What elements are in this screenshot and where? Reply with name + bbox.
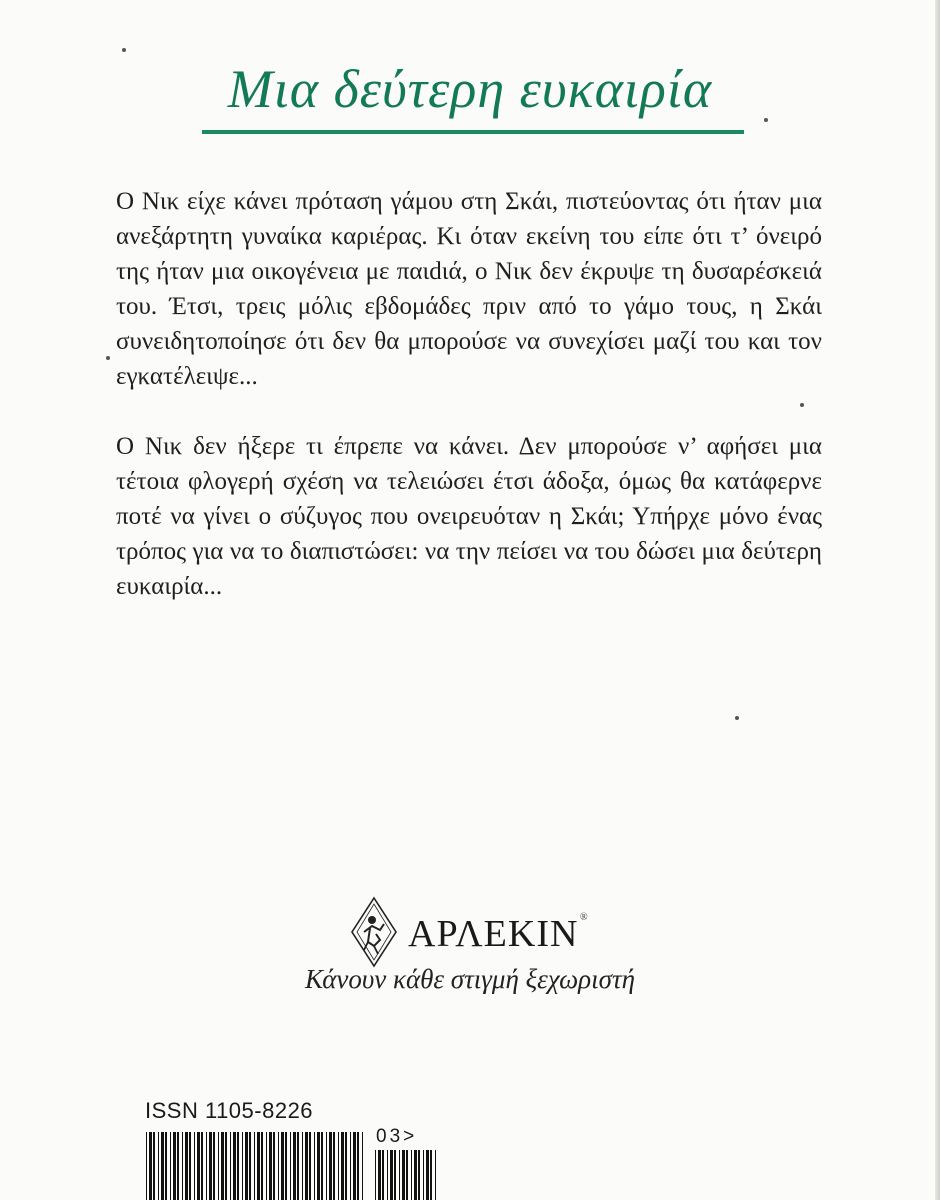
barcode-bar xyxy=(387,1150,388,1200)
barcode-bar xyxy=(402,1150,405,1200)
issue-code xyxy=(376,1126,417,1148)
book-title: Μια δεύτερη ευκαιρία xyxy=(227,59,713,119)
barcode-bar xyxy=(173,1132,176,1200)
barcode-bar xyxy=(245,1132,248,1200)
barcode-bar xyxy=(165,1132,167,1200)
barcode-bar xyxy=(158,1132,159,1200)
barcode-bar xyxy=(149,1132,152,1200)
barcode-bar xyxy=(269,1132,272,1200)
barcode-bar xyxy=(345,1132,347,1200)
barcode-bar xyxy=(423,1150,424,1200)
barcode-image xyxy=(145,1132,367,1200)
barcode-bar xyxy=(426,1150,429,1200)
barcode-bar xyxy=(333,1132,335,1200)
barcode-bar xyxy=(225,1132,227,1200)
barcode-bar xyxy=(153,1132,155,1200)
barcode-bar xyxy=(194,1132,195,1200)
barcode-bar xyxy=(254,1132,255,1200)
speck xyxy=(764,118,768,122)
barcode-bar xyxy=(221,1132,224,1200)
barcode-bar xyxy=(213,1132,215,1200)
barcode-bar xyxy=(233,1132,236,1200)
barcode-bar xyxy=(266,1132,267,1200)
barcode-bar xyxy=(378,1150,381,1200)
title-underline xyxy=(202,130,744,134)
barcode-bar xyxy=(261,1132,263,1200)
barcode-bar xyxy=(290,1132,291,1200)
barcode-bar xyxy=(182,1132,183,1200)
barcode-bar xyxy=(249,1132,251,1200)
barcode-bar xyxy=(170,1132,171,1200)
barcode-bar xyxy=(314,1132,315,1200)
harlequin-diamond-icon xyxy=(350,896,398,968)
barcode-bar xyxy=(273,1132,275,1200)
page-edge xyxy=(935,0,940,1200)
barcode-bar xyxy=(414,1150,417,1200)
publisher-tagline: Κάνουν κάθε στιγμή ξεχωριστή xyxy=(304,964,636,994)
barcode-bar xyxy=(321,1132,323,1200)
barcode-bar xyxy=(197,1132,200,1200)
barcode-bar xyxy=(189,1132,191,1200)
synopsis-paragraph-1: Ο Νικ είχε κάνει πρόταση γάμου στη Σκάι, πιστεύοντας ότι ήταν μια ανεξάρτητη γυναίκα καριέρας. Κι όταν εκείνη του είπε ότι τ’ όνειρό της ήταν μια οικογένεια με παιdιά, ο Νικ δεν έκρυψε τη δυσαρέσκειά του. Έτσι, τρεις μόλις εβδομάδες πριν από το γάμο τους, η Σκάι συνειδητοποίησε ότι δεν θα μπορούσε να συνεχίσει μαζί του και τον εγκατέλειψε... xyxy=(116,188,822,390)
barcode-bar xyxy=(353,1132,356,1200)
barcode-bar xyxy=(394,1150,396,1200)
barcode-bar xyxy=(281,1132,284,1200)
barcode-bar xyxy=(430,1150,432,1200)
barcode-bar xyxy=(329,1132,332,1200)
barcode-bar xyxy=(435,1150,436,1200)
synopsis-paragraph-2: Ο Νικ δεν ήξερε τι έπρεπε να κάνει. Δεν μπορούσε ν’ αφήσει μια τέτοια φλογερή σχέση να τελειώσει έτσι άδοξα, όμως θα κατάφερνε ποτέ να γίνει ο σύζυγος που ονειρευόταν η Σκάι; Υπήρχε μόνο ένας τρόπος για να το διαπιστώσει: να την πείσει να του δώσει μια δεύτερη ευκαιρία... xyxy=(116,433,822,600)
barcode-bar xyxy=(206,1132,207,1200)
barcode-bar xyxy=(285,1132,287,1200)
publisher-brand: ΑΡΛΕΚΙΝ xyxy=(408,913,579,955)
barcode-bar xyxy=(338,1132,339,1200)
barcode-bar xyxy=(309,1132,311,1200)
barcode-bar xyxy=(418,1150,420,1200)
speck xyxy=(800,403,804,407)
barcode-bar xyxy=(382,1150,384,1200)
barcode-bar xyxy=(230,1132,231,1200)
barcode-bar xyxy=(326,1132,327,1200)
speck xyxy=(122,48,126,52)
barcode-bar xyxy=(390,1150,393,1200)
barcode-bar xyxy=(362,1132,363,1200)
barcode-bar xyxy=(350,1132,351,1200)
barcode-bar xyxy=(411,1150,412,1200)
barcode-bar xyxy=(406,1150,408,1200)
barcode-bar xyxy=(297,1132,299,1200)
issue-number: 03 xyxy=(376,1126,404,1147)
registered-mark: ® xyxy=(580,912,588,923)
barcode-bar xyxy=(146,1132,147,1200)
barcode-bar xyxy=(185,1132,188,1200)
publisher-logo xyxy=(350,896,620,968)
barcode-bar xyxy=(237,1132,239,1200)
barcode-bar xyxy=(278,1132,279,1200)
barcode-bar xyxy=(341,1132,344,1200)
speck xyxy=(106,356,110,360)
barcode-bar xyxy=(201,1132,203,1200)
barcode-bar xyxy=(242,1132,243,1200)
barcode-bar xyxy=(357,1132,359,1200)
barcode-bar xyxy=(302,1132,303,1200)
barcode-bar xyxy=(375,1150,376,1200)
issn-number: ISSN 1105-8226 xyxy=(145,1098,314,1123)
barcode-bar xyxy=(209,1132,212,1200)
barcode-bar xyxy=(317,1132,320,1200)
speck xyxy=(735,716,739,720)
barcode-bar xyxy=(293,1132,296,1200)
issue-chevron: > xyxy=(403,1126,418,1147)
barcode-bar xyxy=(399,1150,400,1200)
barcode-bar xyxy=(177,1132,179,1200)
issue-barcode-image xyxy=(374,1150,438,1200)
barcode-bar xyxy=(257,1132,260,1200)
barcode-bar xyxy=(218,1132,219,1200)
barcode-bar xyxy=(305,1132,308,1200)
barcode-bar xyxy=(161,1132,164,1200)
